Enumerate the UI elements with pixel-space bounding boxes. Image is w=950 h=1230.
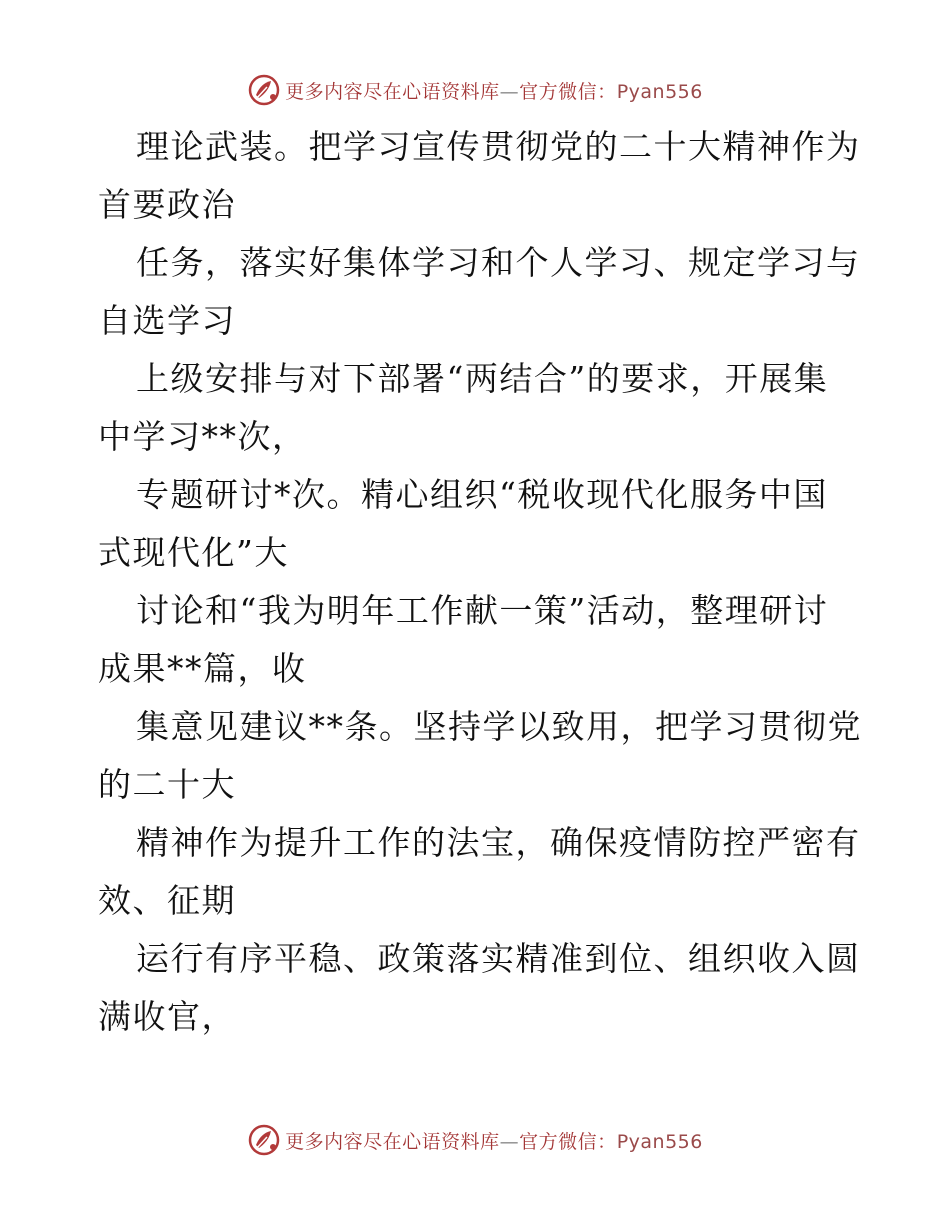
text-line: 集意见建议**条。坚持学以致用，把学习贯彻党 xyxy=(136,707,862,746)
text-line: 自选学习 xyxy=(98,301,236,340)
banner-wechat-label: 官方微信： xyxy=(519,1130,617,1153)
text-line: 专题研讨*次。精心组织“税收现代化服务中国 xyxy=(136,475,828,514)
document-body xyxy=(98,118,862,1046)
text-line: 运行有序平稳、政策落实精准到位、组织收入圆 xyxy=(136,939,861,978)
text-line: 中学习**次， xyxy=(98,417,307,456)
footer-banner xyxy=(0,1120,950,1160)
banner-wechat-id: Pyan556 xyxy=(616,80,703,103)
text-line: 效、征期 xyxy=(98,881,236,920)
banner-dash: — xyxy=(499,1130,520,1153)
pen-nib-circle-logo-icon xyxy=(247,1123,281,1157)
banner-wechat-id: Pyan556 xyxy=(616,1130,703,1153)
banner-wechat-label: 官方微信： xyxy=(519,80,617,103)
text-line: 精神作为提升工作的法宝，确保疫情防控严密有 xyxy=(136,823,861,862)
text-line: 任务，落实好集体学习和个人学习、规定学习与 xyxy=(136,243,861,282)
header-banner xyxy=(0,70,950,110)
banner-text xyxy=(285,1127,703,1154)
text-line: 满收官， xyxy=(98,997,236,1036)
text-line: 讨论和“我为明年工作献一策”活动，整理研讨 xyxy=(136,591,829,630)
text-line: 成果**篇，收 xyxy=(98,649,307,688)
banner-dash: — xyxy=(499,80,520,103)
text-line: 首要政治 xyxy=(98,185,236,224)
banner-main-text: 更多内容尽在心语资料库 xyxy=(285,1130,500,1153)
text-line: 上级安排与对下部署“两结合”的要求，开展集 xyxy=(136,359,829,398)
banner-text xyxy=(285,77,703,104)
text-line: 理论武装。把学习宣传贯彻党的二十大精神作为 xyxy=(136,127,861,166)
text-line: 的二十大 xyxy=(98,765,236,804)
pen-nib-circle-logo-icon xyxy=(247,73,281,107)
text-line: 式现代化”大 xyxy=(98,533,289,572)
banner-main-text: 更多内容尽在心语资料库 xyxy=(285,80,500,103)
